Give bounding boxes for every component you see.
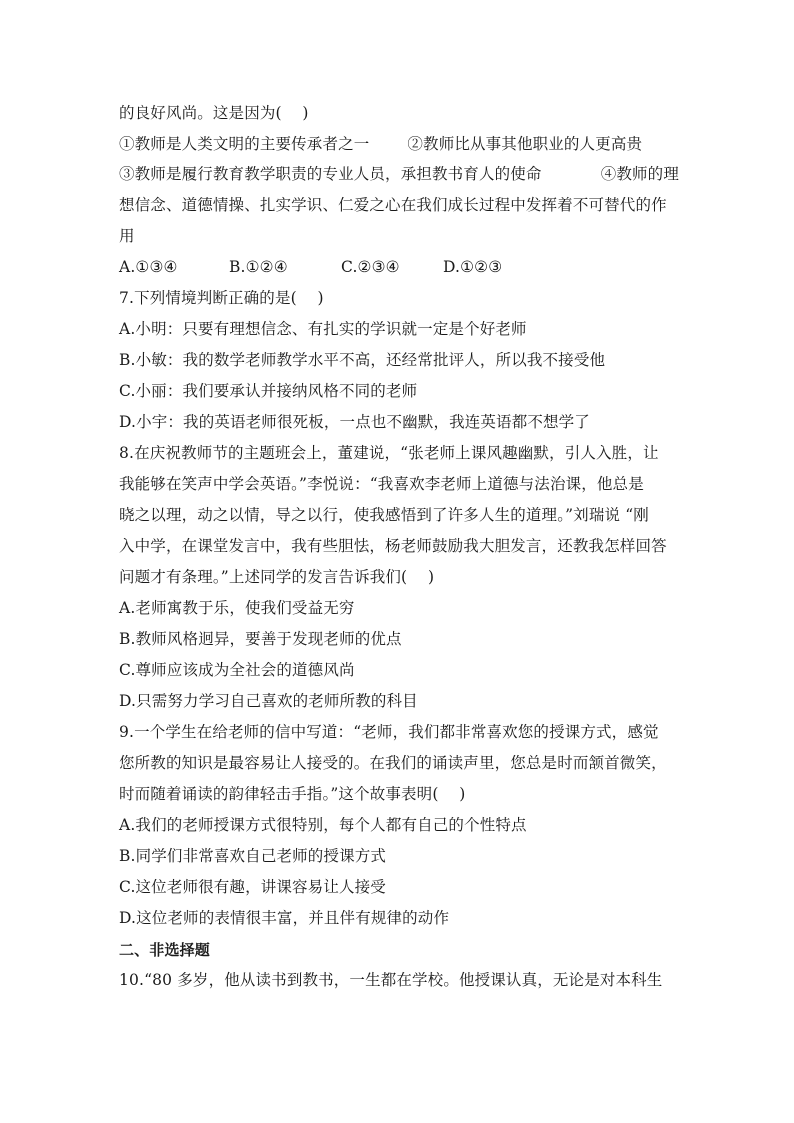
option-d: D.小宇：我的英语老师很死板，一点也不幽默，我连英语都不想学了 — [119, 413, 590, 431]
statement-3: ③教师是履行教育教学职责的专业人员，承担教书育人的使命 — [119, 165, 542, 183]
option-c: C.尊师应该成为全社会的道德风尚 — [119, 661, 355, 679]
text-line: 时而随着诵读的韵律轻击手指。”这个故事表明( ) — [119, 785, 466, 803]
question-8: 8.在庆祝教师节的主题班会上，董建说，“张老师上课风趣幽默，引人入胜，让 — [119, 444, 659, 462]
option-c: C.小丽：我们要承认并接纳风格不同的老师 — [119, 382, 418, 400]
option-c: C.这位老师很有趣，讲课容易让人接受 — [119, 878, 386, 896]
statement-1: ①教师是人类文明的主要传承者之一 — [119, 135, 370, 153]
option-b: B.小敏：我的数学老师教学水平不高，还经常批评人，所以我不接受他 — [119, 351, 606, 369]
statement-line — [119, 164, 679, 184]
option-b: B.同学们非常喜欢自己老师的授课方式 — [119, 847, 387, 865]
option-b: B.教师风格迥异，要善于发现老师的优点 — [119, 630, 402, 648]
statement-2: ②教师比从事其他职业的人更高贵 — [407, 135, 643, 153]
answer-options — [119, 257, 679, 277]
statement-line — [119, 134, 679, 154]
option-a: A.老师寓教于乐，使我们受益无穷 — [119, 599, 355, 617]
text-line: 问题才有条理。”上述同学的发言告诉我们( ) — [119, 568, 435, 586]
option-d: D.这位老师的表情很丰富，并且伴有规律的动作 — [119, 909, 450, 927]
option-b: B.①②④ — [229, 258, 288, 276]
option-a: A.小明：只要有理想信念、有扎实的学识就一定是个好老师 — [119, 320, 527, 338]
option-a: A.①③④ — [119, 258, 178, 276]
text-line: 我能够在笑声中学会英语。”李悦说：“我喜欢李老师上道德与法治课，他总是 — [119, 475, 644, 493]
statement-4-start: ④教师的理 — [600, 165, 679, 183]
option-d: D.①②③ — [443, 258, 503, 276]
section-heading: 二、非选择题 — [119, 941, 210, 959]
option-d: D.只需努力学习自己喜欢的老师所教的科目 — [119, 692, 418, 710]
option-a: A.我们的老师授课方式很特别，每个人都有自己的个性特点 — [119, 816, 527, 834]
text-line: 入中学，在课堂发言中，我有些胆怯，杨老师鼓励我大胆发言，还教我怎样回答 — [119, 537, 667, 555]
text-line: 您所教的知识是最容易让人接受的。在我们的诵读声里，您总是时而颔首微笑， — [119, 754, 667, 772]
text-line: 用 — [119, 227, 135, 245]
text-line: 晓之以理，动之以情，导之以行，使我感悟到了许多人生的道理。”刘瑞说 “刚 — [119, 506, 649, 524]
text-line: 的良好风尚。这是因为( ) — [119, 104, 309, 122]
question-7: 7.下列情境判断正确的是( ) — [119, 289, 324, 307]
option-c: C.②③④ — [341, 258, 400, 276]
question-9: 9.一个学生在给老师的信中写道：“老师，我们都非常喜欢您的授课方式，感觉 — [119, 723, 659, 741]
question-10: 10.“80 多岁，他从读书到教书，一生都在学校。他授课认真，无论是对本科生 — [119, 971, 663, 989]
text-line: 想信念、道德情操、扎实学识、仁爱之心在我们成长过程中发挥着不可替代的作 — [119, 196, 667, 214]
